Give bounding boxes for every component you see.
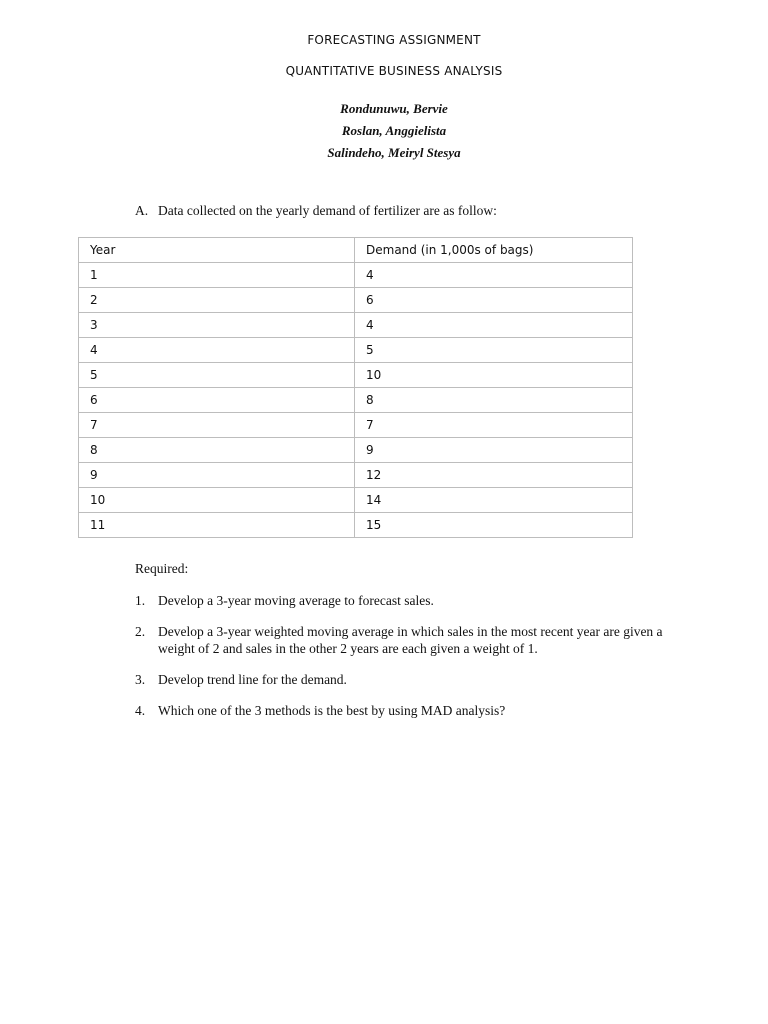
year-cell: 2 — [79, 288, 355, 313]
task-item — [135, 623, 675, 657]
table-header-demand: Demand (in 1,000s of bags) — [355, 238, 633, 263]
table-row — [79, 438, 633, 463]
table-header-row — [79, 238, 633, 263]
document-subtitle: QUANTITATIVE BUSINESS ANALYSIS — [285, 64, 503, 78]
section-a-intro — [135, 203, 497, 219]
year-cell: 1 — [79, 263, 355, 288]
year-cell: 4 — [79, 338, 355, 363]
year-cell: 11 — [79, 513, 355, 538]
demand-cell: 12 — [355, 463, 633, 488]
demand-cell: 9 — [355, 438, 633, 463]
task-text: Develop a 3-year moving average to forecast sales. — [158, 593, 434, 608]
table-header-year: Year — [79, 238, 355, 263]
table-row — [79, 363, 633, 388]
demand-cell: 4 — [355, 263, 633, 288]
author-name: Roslan, Anggielista — [341, 123, 447, 138]
task-item — [135, 671, 675, 688]
demand-cell: 8 — [355, 388, 633, 413]
document-title: FORECASTING ASSIGNMENT — [307, 33, 481, 47]
table-row — [79, 413, 633, 438]
year-cell: 7 — [79, 413, 355, 438]
demand-table — [78, 237, 633, 538]
demand-cell: 7 — [355, 413, 633, 438]
task-item — [135, 592, 675, 609]
task-text: Which one of the 3 methods is the best by using MAD analysis? — [158, 703, 506, 718]
year-cell: 8 — [79, 438, 355, 463]
year-cell: 9 — [79, 463, 355, 488]
table-row — [79, 513, 633, 538]
table-row — [79, 463, 633, 488]
demand-cell: 6 — [355, 288, 633, 313]
task-number: 1. — [135, 593, 146, 608]
table-row — [79, 338, 633, 363]
year-cell: 5 — [79, 363, 355, 388]
table-row — [79, 313, 633, 338]
table-row — [79, 388, 633, 413]
year-cell: 6 — [79, 388, 355, 413]
author-list — [0, 98, 768, 164]
author-name: Rondunuwu, Bervie — [340, 101, 448, 116]
table-row — [79, 488, 633, 513]
author-name: Salindeho, Meiryl Stesya — [327, 145, 461, 160]
task-text: Develop trend line for the demand. — [158, 672, 347, 687]
year-cell: 10 — [79, 488, 355, 513]
task-text: Develop a 3-year weighted moving average in which sales in the most recent year are given a weight of 2 and sales in the other 2 years are each given a weight of 1. — [158, 624, 663, 656]
table-row — [79, 288, 633, 313]
task-number: 4. — [135, 703, 146, 718]
demand-cell: 14 — [355, 488, 633, 513]
demand-cell: 15 — [355, 513, 633, 538]
year-cell: 3 — [79, 313, 355, 338]
task-number: 3. — [135, 672, 146, 687]
demand-cell: 10 — [355, 363, 633, 388]
table-row — [79, 263, 633, 288]
required-label: Required: — [135, 561, 189, 576]
demand-cell: 5 — [355, 338, 633, 363]
section-marker: A. — [135, 203, 149, 218]
task-item — [135, 702, 675, 719]
task-list — [135, 592, 675, 733]
section-text: Data collected on the yearly demand of fertilizer are as follow: — [158, 203, 497, 218]
demand-cell: 4 — [355, 313, 633, 338]
task-number: 2. — [135, 624, 146, 639]
